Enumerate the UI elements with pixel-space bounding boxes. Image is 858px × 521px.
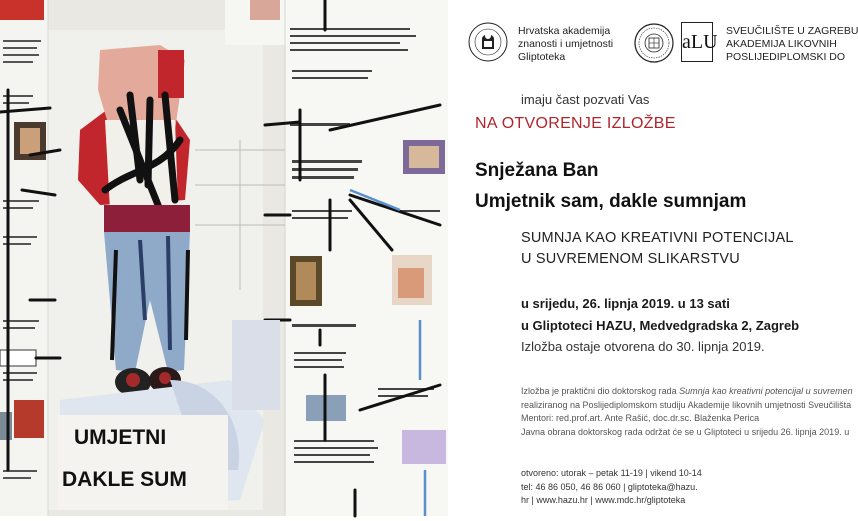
opening-hours: otvoreno: utorak – petak 11-19 | vikend 10-14 [521, 468, 702, 478]
contact-info [521, 467, 702, 508]
artist-name: Snježana Ban [475, 160, 599, 181]
painted-text-line1: UMJETNI [74, 426, 167, 449]
notes-line-1-italic: Sumnja kao kreativni potencijal u suvremen [679, 386, 853, 396]
painted-text-line2: DAKLE SUM [62, 468, 187, 491]
hazu-name [518, 25, 613, 64]
hazu-seal-logo [468, 22, 508, 62]
alu-line-1: SVEUČILIŠTE U ZAGREBU [726, 25, 858, 37]
subtitle-line-2: U SUVREMENOM SLIKARSTVU [521, 251, 740, 267]
notes-line-1-prefix: Izložba je praktični dio doktorskog rada [521, 386, 680, 396]
exhibition-subtitle [521, 228, 794, 270]
exhibition-until: Izložba ostaje otvorena do 30. lipnja 2019. [521, 339, 765, 354]
doctoral-notes [521, 385, 853, 439]
contact-web: hr | www.hazu.hr | www.mdc.hr/gliptoteka [521, 495, 686, 505]
invitation-panel [448, 0, 858, 516]
contact-phone-email: tel: 46 86 050, 46 86 060 | gliptoteka@hazu. [521, 481, 698, 492]
alu-line-2: AKADEMIJA LIKOVNIH [726, 38, 837, 50]
hazu-line-3: Gliptoteka [518, 51, 566, 63]
event-date-time: u srijedu, 26. lipnja 2019. u 13 sati [521, 296, 730, 311]
university-seal-logo [634, 23, 674, 63]
notes-line-2: realiziranog na Poslijediplomskom studiju Akademije likovnih umjetnosti Sveučilišta [521, 399, 852, 410]
event-location: u Gliptoteci HAZU, Medvedgradska 2, Zagreb [521, 318, 800, 333]
exhibition-title: Umjetnik sam, dakle sumnjam [475, 191, 747, 212]
alu-name [726, 25, 858, 64]
alu-logo: aLU [681, 22, 713, 62]
notes-line-1 [521, 385, 853, 399]
notes-line-3: Mentori: red.prof.art. Ante Rašić, doc.dr.sc. Blaženka Perica [521, 413, 760, 423]
invitation-line: imaju čast pozvati Vas [521, 92, 650, 107]
alu-line-3: POSLIJEDIPLOMSKI DO [726, 51, 846, 63]
hazu-line-1: Hrvatska akademija [518, 25, 611, 37]
subtitle-line-1: SUMNJA KAO KREATIVNI POTENCIJAL [521, 230, 794, 246]
opening-heading: NA OTVORENJE IZLOŽBE [475, 115, 676, 132]
hazu-line-2: znanosti i umjetnosti [518, 38, 614, 50]
notes-line-4: Javna obrana doktorskog rada održat će se u Gliptoteci u srijedu 26. lipnja 2019. u [521, 426, 850, 437]
